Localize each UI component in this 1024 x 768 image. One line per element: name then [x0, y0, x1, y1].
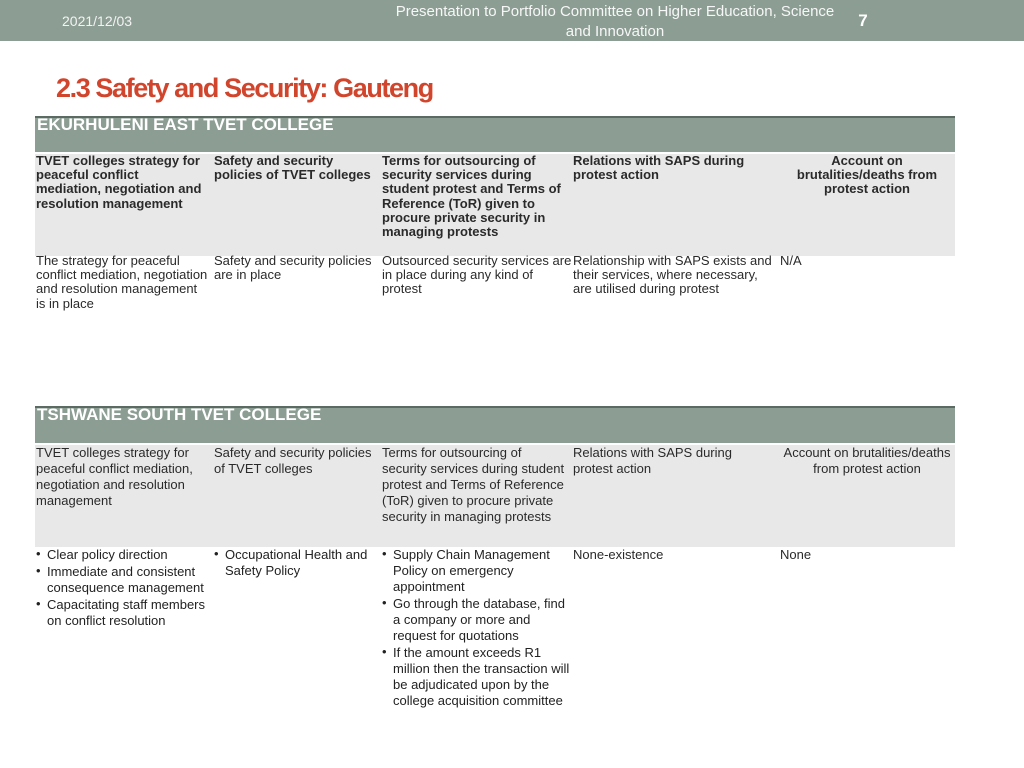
list-item: • Immediate and consistent consequence management [36, 564, 214, 596]
column-header-policies: Safety and security policies of TVET colleges [214, 445, 372, 476]
list-item: • If the amount exceeds R1 million then the transaction will be adjudicated upon by the college acquisition committee [382, 645, 574, 709]
slide-date: 2021/12/03 [62, 13, 133, 29]
list-item: • Occupational Health and Safety Policy [214, 547, 386, 579]
slide-number: 7 [858, 11, 868, 30]
row-cell-terms: Outsourced security services are in place during any kind of protest [382, 253, 572, 297]
row-cell-saps: Relationship with SAPS exists and their services, where necessary, are utilised during protest [573, 253, 772, 297]
row-cell-strategy [36, 547, 214, 630]
column-header-saps: Relations with SAPS during protest action [573, 153, 745, 183]
column-header-account: Account on brutalities/deaths from protest action [796, 153, 938, 197]
list-item: • Clear policy direction [36, 547, 214, 563]
column-header-saps: Relations with SAPS during protest action [573, 445, 732, 476]
column-header-strategy: TVET colleges strategy for peaceful conflict mediation, negotiation and resolution management [36, 153, 202, 211]
row-cell-account: None [780, 547, 812, 562]
college-name: EKURHULENI EAST TVET COLLEGE [37, 115, 334, 134]
page-title: 2.3 Safety and Security: Gauteng [56, 73, 433, 103]
college-name: TSHWANE SOUTH TVET COLLEGE [37, 405, 322, 424]
column-header-terms: Terms for outsourcing of security services during student protest and Terms of Reference (ToR) given to procure private security in managing protests [382, 445, 565, 524]
list-item: • Supply Chain Management Policy on emergency appointment [382, 547, 574, 595]
row-cell-saps: None-existence [573, 547, 664, 562]
column-header-strategy: TVET colleges strategy for peaceful conflict mediation, negotiation and resolution management [36, 445, 193, 508]
college-band-tshwane [35, 406, 955, 445]
column-header-account: Account on brutalities/deaths from protest action [783, 445, 951, 476]
list-item: • Capacitating staff members on conflict resolution [36, 597, 214, 629]
presentation-title: Presentation to Portfolio Committee on Higher Education, Science and Innovation [395, 3, 835, 40]
list-item: • Go through the database, find a company or more and request for quotations [382, 596, 574, 644]
row-cell-policies [214, 547, 386, 580]
row-cell-strategy: The strategy for peaceful conflict mediation, negotiation and resolution management is in place [36, 253, 208, 311]
row-cell-terms [382, 547, 574, 710]
row-cell-account: N/A [780, 253, 802, 268]
table-header-row [35, 152, 955, 256]
column-header-terms: Terms for outsourcing of security services during student protest and Terms of Reference (ToR) given to procure private security in managing protests [382, 153, 561, 240]
column-header-policies: Safety and security policies of TVET colleges [214, 153, 371, 183]
college-band-ekurhuleni [35, 116, 955, 154]
row-cell-policies: Safety and security policies are in place [214, 253, 372, 283]
slide-header-bar [0, 0, 1024, 41]
table-header-row [35, 443, 955, 547]
